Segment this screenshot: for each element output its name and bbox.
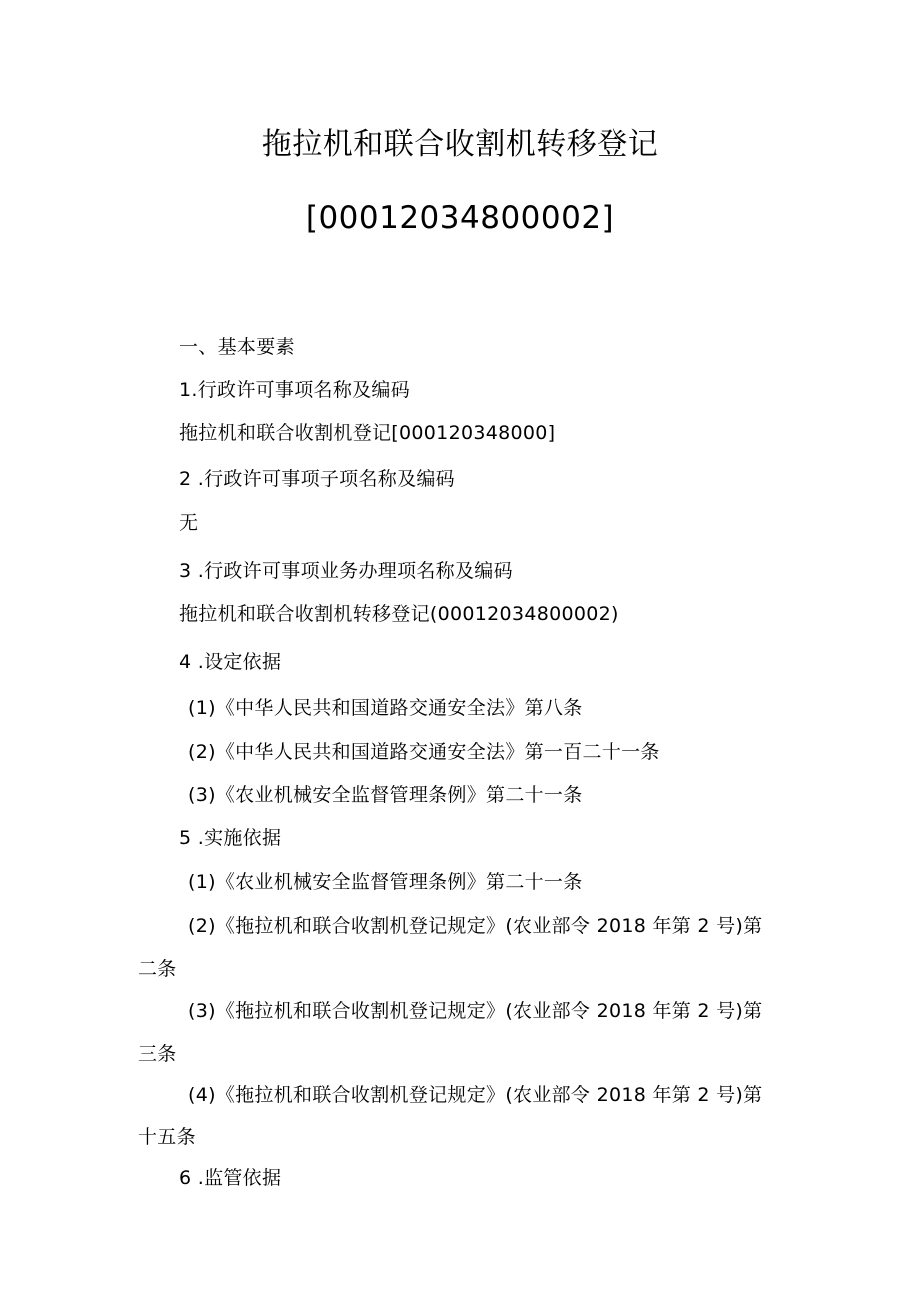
item-2-value: 无: [179, 512, 199, 534]
item-1-heading: 1.行政许可事项名称及编码: [179, 379, 411, 401]
item-2-heading: 2 .行政许可事项子项名称及编码: [179, 468, 455, 490]
item-6-heading: 6 .监管依据: [179, 1167, 282, 1189]
item-4-heading: 4 .设定依据: [179, 651, 282, 673]
item-4-basis-3: (3)《农业机械安全监督管理条例》第二十一条: [188, 784, 583, 806]
section-heading-basic-elements: 一、基本要素: [179, 336, 295, 358]
item-5-basis-2-line-2: 二条: [138, 958, 177, 980]
item-5-heading: 5 .实施依据: [179, 827, 282, 849]
item-4-basis-1: (1)《中华人民共和国道路交通安全法》第八条: [188, 697, 583, 719]
item-5-basis-1: (1)《农业机械安全监督管理条例》第二十一条: [188, 871, 583, 893]
item-3-value: 拖拉机和联合收割机转移登记(00012034800002): [179, 603, 619, 625]
item-5-basis-4-line-2: 十五条: [138, 1126, 196, 1148]
document-title: 拖拉机和联合收割机转移登记: [261, 127, 659, 162]
item-1-value: 拖拉机和联合收割机登记[000120348000]: [179, 422, 556, 444]
item-5-basis-3-line-2: 三条: [138, 1043, 177, 1065]
item-5-basis-2-line-1: (2)《拖拉机和联合收割机登记规定》(农业部令 2018 年第 2 号)第: [188, 915, 763, 937]
item-3-heading: 3 .行政许可事项业务办理项名称及编码: [179, 560, 513, 582]
item-5-basis-4-line-1: (4)《拖拉机和联合收割机登记规定》(农业部令 2018 年第 2 号)第: [188, 1084, 763, 1106]
item-5-basis-3-line-1: (3)《拖拉机和联合收割机登记规定》(农业部令 2018 年第 2 号)第: [188, 1000, 763, 1022]
item-4-basis-2: (2)《中华人民共和国道路交通安全法》第一百二十一条: [188, 741, 660, 763]
document-code-title: [00012034800002]: [305, 200, 615, 236]
